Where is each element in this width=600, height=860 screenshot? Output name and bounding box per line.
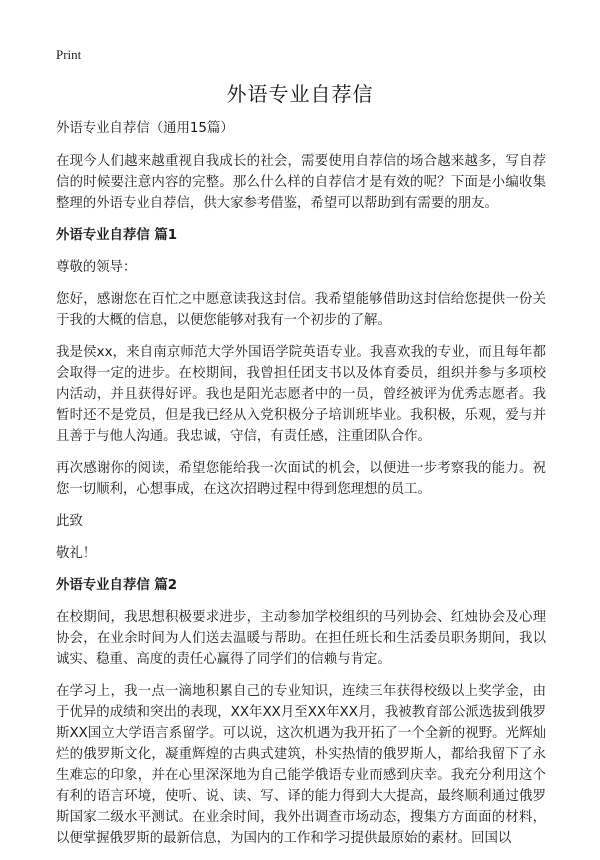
print-link[interactable]: Print <box>56 47 82 62</box>
section-2-paragraph: 在学习上，我一点一滴地积累自己的专业知识，连续三年获得校级以上奖学金，由于优异的成绩和突出的表现，XX年XX月至XX年XX月，我被教育部公派选拔到俄罗斯XX国立大学语言系留学。可以说，这次机遇为我开拓了一个全新的视野。光辉灿烂的俄罗斯文化，凝重辉煌的古典式建筑，朴实热情的俄罗斯人，都给我留下了永生难忘的印象，并在心里深深地为自己能学俄语专业而感到庆幸。我充分利用这个有利的语言环境，使听、说、读、写、译的能力得到大大提高，最终顺利通过俄罗斯国家二级水平测试。在业余时间，我外出调查市场动态，搜集方方面面的材料，以便掌握俄罗斯的最新信息，为国内的工作和学习提供最原始的素材。回国以 <box>56 684 546 846</box>
document-subtitle: 外语专业自荐信（通用15篇） <box>56 121 234 136</box>
section-1-paragraph: 再次感谢你的阅读，希望您能给我一次面试的机会，以便进一步考察我的能力。祝您一切顺利，心想事成，在这次招聘过程中得到您理想的员工。 <box>56 461 546 497</box>
section-1-paragraph: 我是侯xx，来自南京师范大学外国语学院英语专业。我喜欢我的专业，而且每年都会取得一定的进步。在校期间，我曾担任团支书以及体育委员，组织并参与多项校内活动，并且获得好评。我也是阳光志愿者中的一员，曾经被评为优秀志愿者。我暂时还不是党员，但是我已经从入党积极分子培训班毕业。我积极，乐观，爱与并且善于与他人沟通。我忠诚，守信，有责任感，注重团队合作。 <box>56 345 546 444</box>
document-body <box>56 118 546 860</box>
closing-line: 此致 <box>56 514 83 529</box>
section-2-paragraph: 在校期间，我思想积极要求进步，主动参加学校组织的马列协会、红烛协会及心理协会，在业余时间为人们送去温暖与帮助。在担任班长和生活委员职务期间，我以诚实、稳重、高度的责任心赢得了同学们的信赖与肯定。 <box>56 610 546 667</box>
section-heading-1: 外语专业自荐信 篇1 <box>56 228 178 243</box>
closing-regards: 敬礼！ <box>56 546 97 561</box>
intro-paragraph: 在现今人们越来越重视自我成长的社会，需要使用自荐信的场合越来越多，写自荐信的时候要注意内容的完整。那么什么样的自荐信才是有效的呢？下面是小编收集整理的外语专业自荐信，供大家参考借鉴，希望可以帮助到有需要的朋友。 <box>56 154 546 211</box>
page-title: 外语专业自荐信 <box>226 82 374 106</box>
section-heading-2: 外语专业自荐信 篇2 <box>56 578 178 593</box>
section-1-paragraph: 您好，感谢您在百忙之中愿意读我这封信。我希望能够借助这封信给您提供一份关于我的大概的信息，以便您能够对我有一个初步的了解。 <box>56 292 546 328</box>
salutation: 尊敬的领导： <box>56 260 137 275</box>
